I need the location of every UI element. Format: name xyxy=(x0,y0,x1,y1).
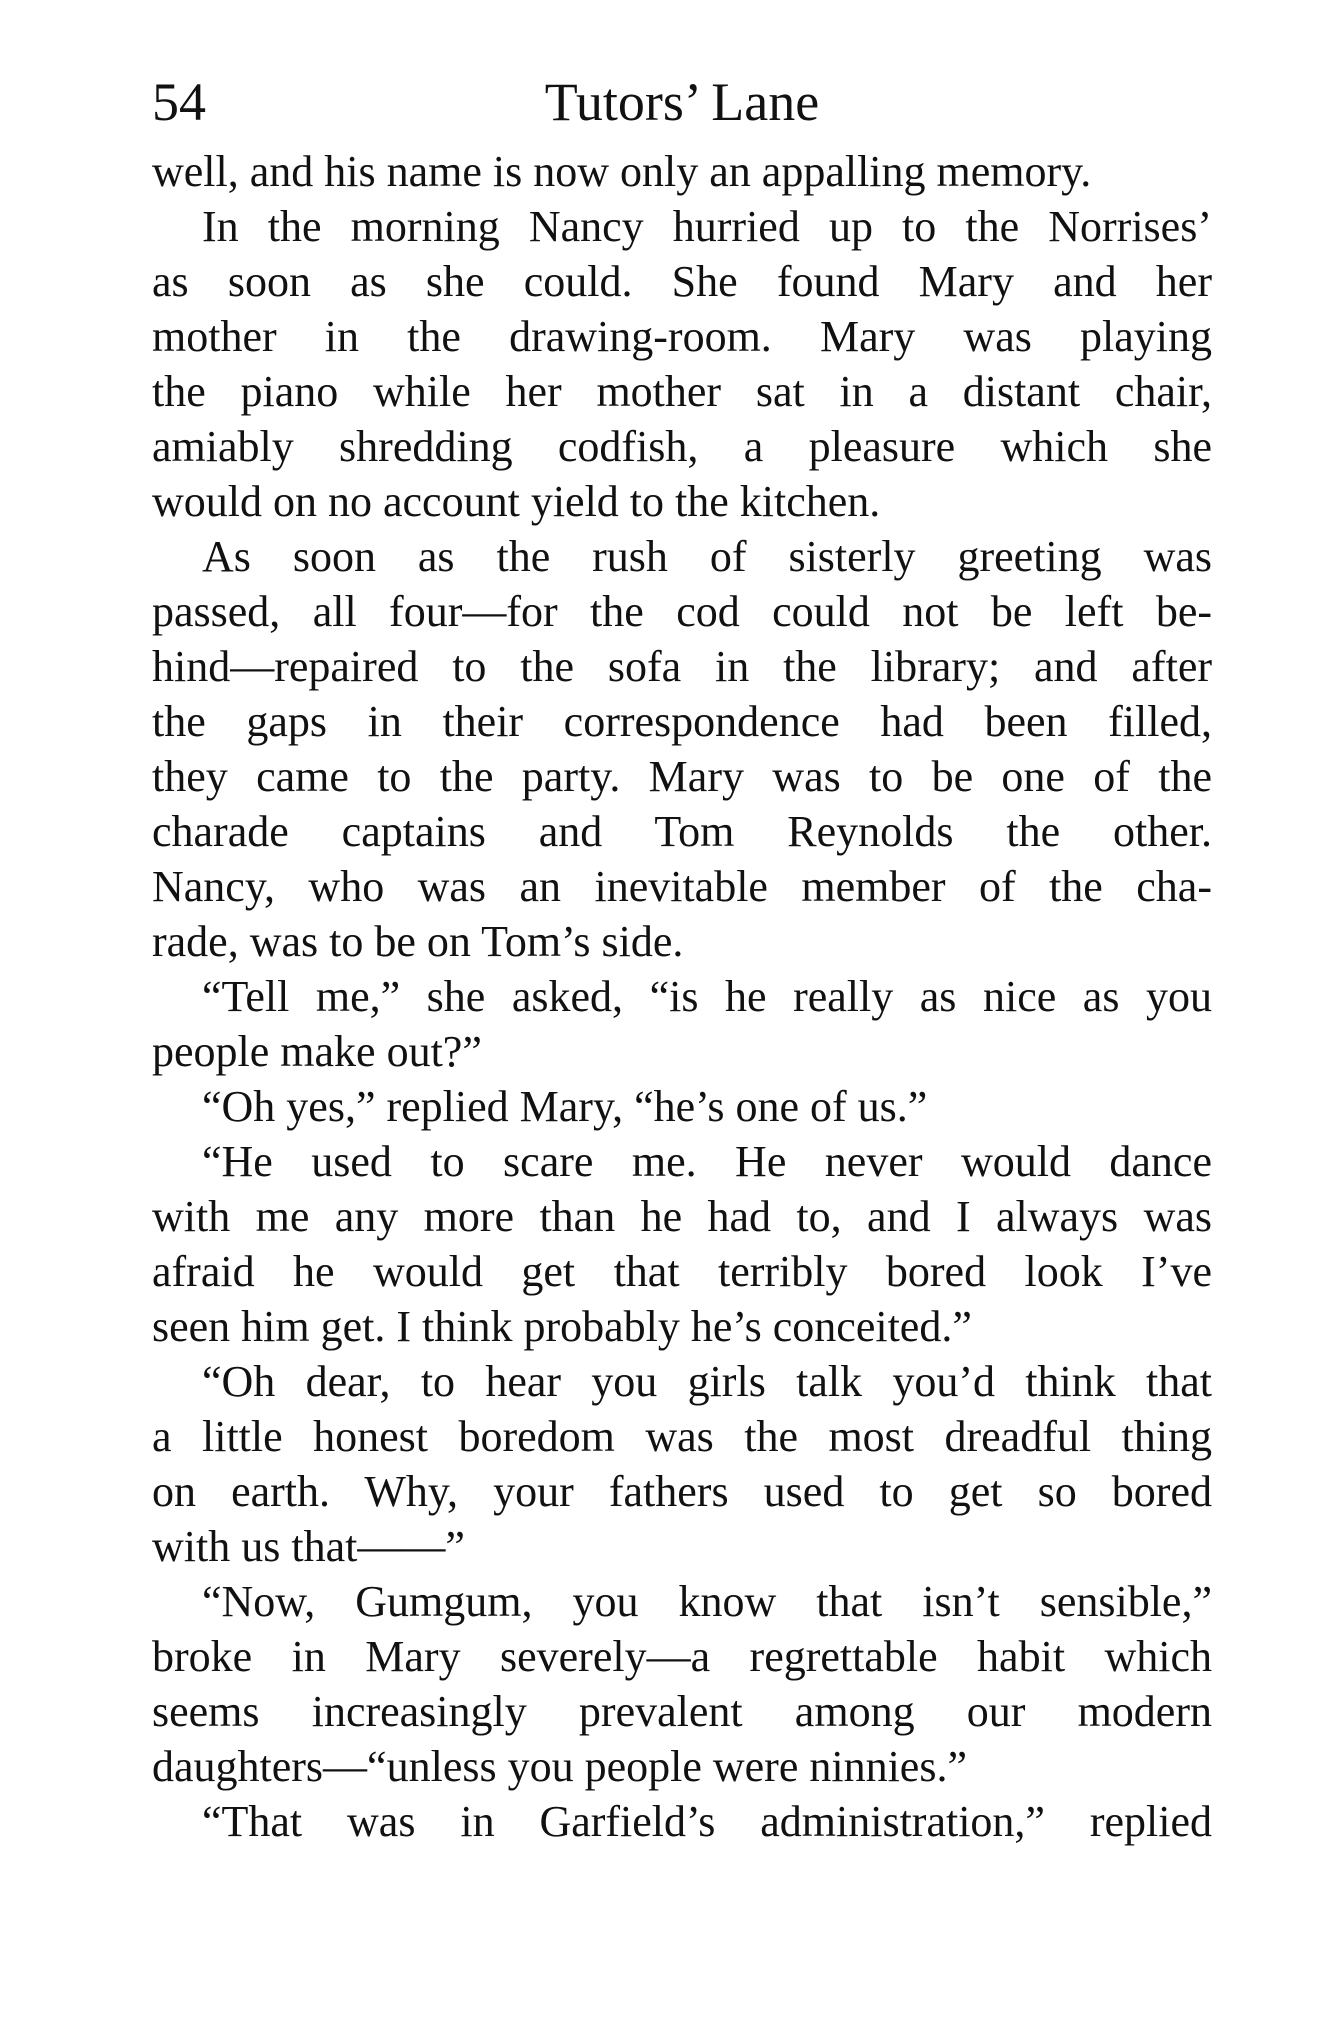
page-number: 54 xyxy=(152,72,206,132)
text-line: a little honest boredom was the most dreadful thing xyxy=(152,1412,1212,1461)
running-head xyxy=(152,62,1212,142)
text-line: as soon as she could. She found Mary and her xyxy=(152,257,1212,306)
text-line: “That was in Garfield’s administration,” replied xyxy=(202,1797,1212,1846)
text-line: passed, all four—for the cod could not be left be- xyxy=(152,587,1212,636)
text-line: charade captains and Tom Reynolds the other. xyxy=(152,807,1212,856)
text-line: with us that——” xyxy=(152,1522,465,1571)
text-line: broke in Mary severely—a regrettable habit which xyxy=(152,1632,1212,1681)
text-line: the piano while her mother sat in a distant chair, xyxy=(152,367,1212,416)
text-line: well, and his name is now only an appalling memory. xyxy=(152,147,1092,196)
text-line: seems increasingly prevalent among our modern xyxy=(152,1687,1212,1736)
text-line: would on no account yield to the kitchen. xyxy=(152,477,881,526)
text-line: afraid he would get that terribly bored look I’ve xyxy=(152,1247,1212,1296)
text-line: people make out?” xyxy=(152,1027,482,1076)
text-line: “Oh yes,” replied Mary, “he’s one of us.” xyxy=(202,1082,928,1131)
text-line: amiably shredding codfish, a pleasure which she xyxy=(152,422,1212,471)
text-line: the gaps in their correspondence had been filled, xyxy=(152,697,1212,746)
text-line: As soon as the rush of sisterly greeting was xyxy=(202,532,1212,581)
text-line: they came to the party. Mary was to be one of the xyxy=(152,752,1212,801)
body-text xyxy=(152,144,1212,1849)
text-line: Nancy, who was an inevitable member of the cha- xyxy=(152,862,1212,911)
text-line: “He used to scare me. He never would dance xyxy=(202,1137,1212,1186)
text-line: mother in the drawing-room. Mary was playing xyxy=(152,312,1212,361)
text-line: In the morning Nancy hurried up to the Norrises’ xyxy=(202,202,1212,251)
text-line: “Now, Gumgum, you know that isn’t sensible,” xyxy=(202,1577,1212,1626)
text-line: hind—repaired to the sofa in the library; and after xyxy=(152,642,1212,691)
text-line: seen him get. I think probably he’s conceited.” xyxy=(152,1302,972,1351)
text-line: rade, was to be on Tom’s side. xyxy=(152,917,684,966)
text-line: daughters—“unless you people were ninnies.” xyxy=(152,1742,967,1791)
text-line: on earth. Why, your fathers used to get so bored xyxy=(152,1467,1212,1516)
text-line: “Tell me,” she asked, “is he really as nice as you xyxy=(202,972,1212,1021)
text-line: with me any more than he had to, and I always was xyxy=(152,1192,1212,1241)
text-line: “Oh dear, to hear you girls talk you’d think that xyxy=(202,1357,1212,1406)
running-title: Tutors’ Lane xyxy=(544,72,820,132)
